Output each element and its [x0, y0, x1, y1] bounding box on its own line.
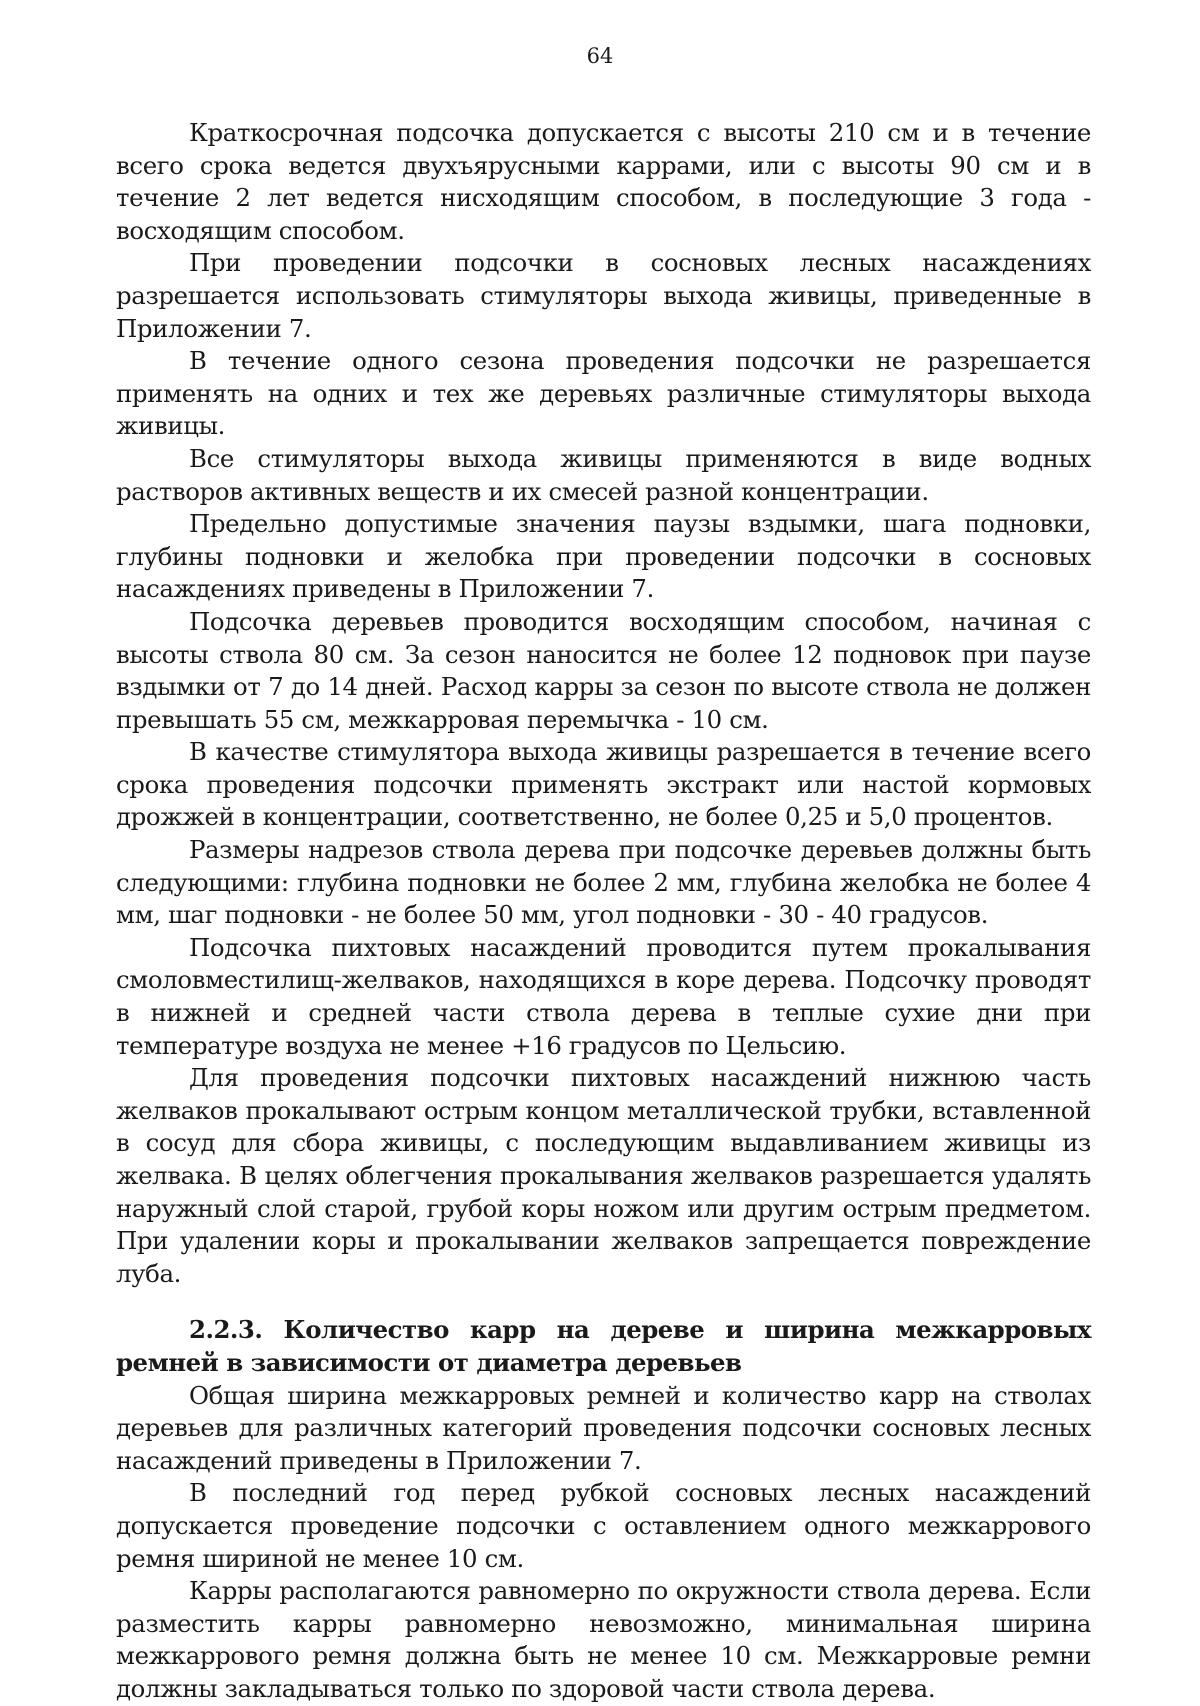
paragraph: Подсочка деревьев проводится восходящим способом, начиная с высоты ствола 80 см. За сезон наносится не более 12 подновок при паузе вздымки от 7 до 14 дней. Расход карры за сезон по высоте ствола не должен превышать 55 см, межкарровая перемычка - 10 см.: [116, 606, 1091, 734]
paragraph: В последний год перед рубкой сосновых лесных насаждений допускается проведение подсочки с оставлением одного межкаррового ремня шириной не менее 10 см.: [116, 1478, 1091, 1573]
paragraph: Для проведения подсочки пихтовых насаждений нижнюю часть желваков прокалывают острым концом металлической трубки, вставленной в сосуд для сбора живицы, с последующим выдавливанием живицы из желвака. В целях облегчения прокалывания желваков разрешается удалять наружный слой старой, грубой коры ножом или другим острым предметом. При удалении коры и прокалывании желваков запрещается повреждение луба.: [116, 1063, 1091, 1288]
paragraph: Размеры надрезов ствола дерева при подсочке деревьев должны быть следующими: глубина подновки не более 2 мм, глубина желобка не более 4 мм, шаг подновки - не более 50 мм, угол подновки - 30 - 40 градусов.: [116, 835, 1091, 930]
paragraph: В качестве стимулятора выхода живицы разрешается в течение всего срока проведения подсочки применять экстракт или настой кормовых дрожжей в концентрации, соответственно, не более 0,25 и 5,0 процентов.: [116, 737, 1091, 832]
paragraph: Краткосрочная подсочка допускается с высоты 210 см и в течение всего срока ведется двухъярусными каррами, или с высоты 90 см и в течение 2 лет ведется нисходящим способом, в последующие 3 года - восходящим способом.: [116, 118, 1091, 245]
paragraph: При проведении подсочки в сосновых лесных насаждениях разрешается использовать стимуляторы выхода живицы, приведенные в Приложении 7.: [116, 248, 1091, 343]
page-number: 64: [586, 44, 614, 68]
paragraph: Предельно допустимые значения паузы вздымки, шага подновки, глубины подновки и желобка при проведении подсочки в сосновых насаждениях приведены в Приложении 7.: [116, 509, 1091, 604]
paragraph: Общая ширина межкарровых ремней и количество карр на стволах деревьев для различных категорий проведения подсочки сосновых лесных насаждений приведены в Приложении 7.: [116, 1380, 1091, 1475]
paragraph: Карры располагаются равномерно по окружности ствола дерева. Если разместить карры равномерно невозможно, минимальная ширина межкаррового ремня должна быть не менее 10 см. Межкарровые ремни должны закладываться только по здоровой части ствола дерева.: [116, 1576, 1091, 1703]
section-heading: 2.2.3. Количество карр на дереве и ширина межкарровых ремней в зависимости от диаметра деревьев: [116, 1315, 1091, 1377]
paragraph: Все стимуляторы выхода живицы применяются в виде водных растворов активных веществ и их смесей разной концентрации.: [116, 443, 1091, 506]
paragraph: В течение одного сезона проведения подсочки не разрешается применять на одних и тех же деревьях различные стимуляторы выхода живицы.: [116, 346, 1091, 441]
paragraph: Подсочка пихтовых насаждений проводится путем прокалывания смоловместилищ-желваков, находящихся в коре дерева. Подсочку проводят в нижней и средней части ствола дерева в теплые сухие дни при температуре воздуха не менее +16 градусов по Цельсию.: [116, 932, 1091, 1060]
document-body: [116, 117, 1091, 1706]
